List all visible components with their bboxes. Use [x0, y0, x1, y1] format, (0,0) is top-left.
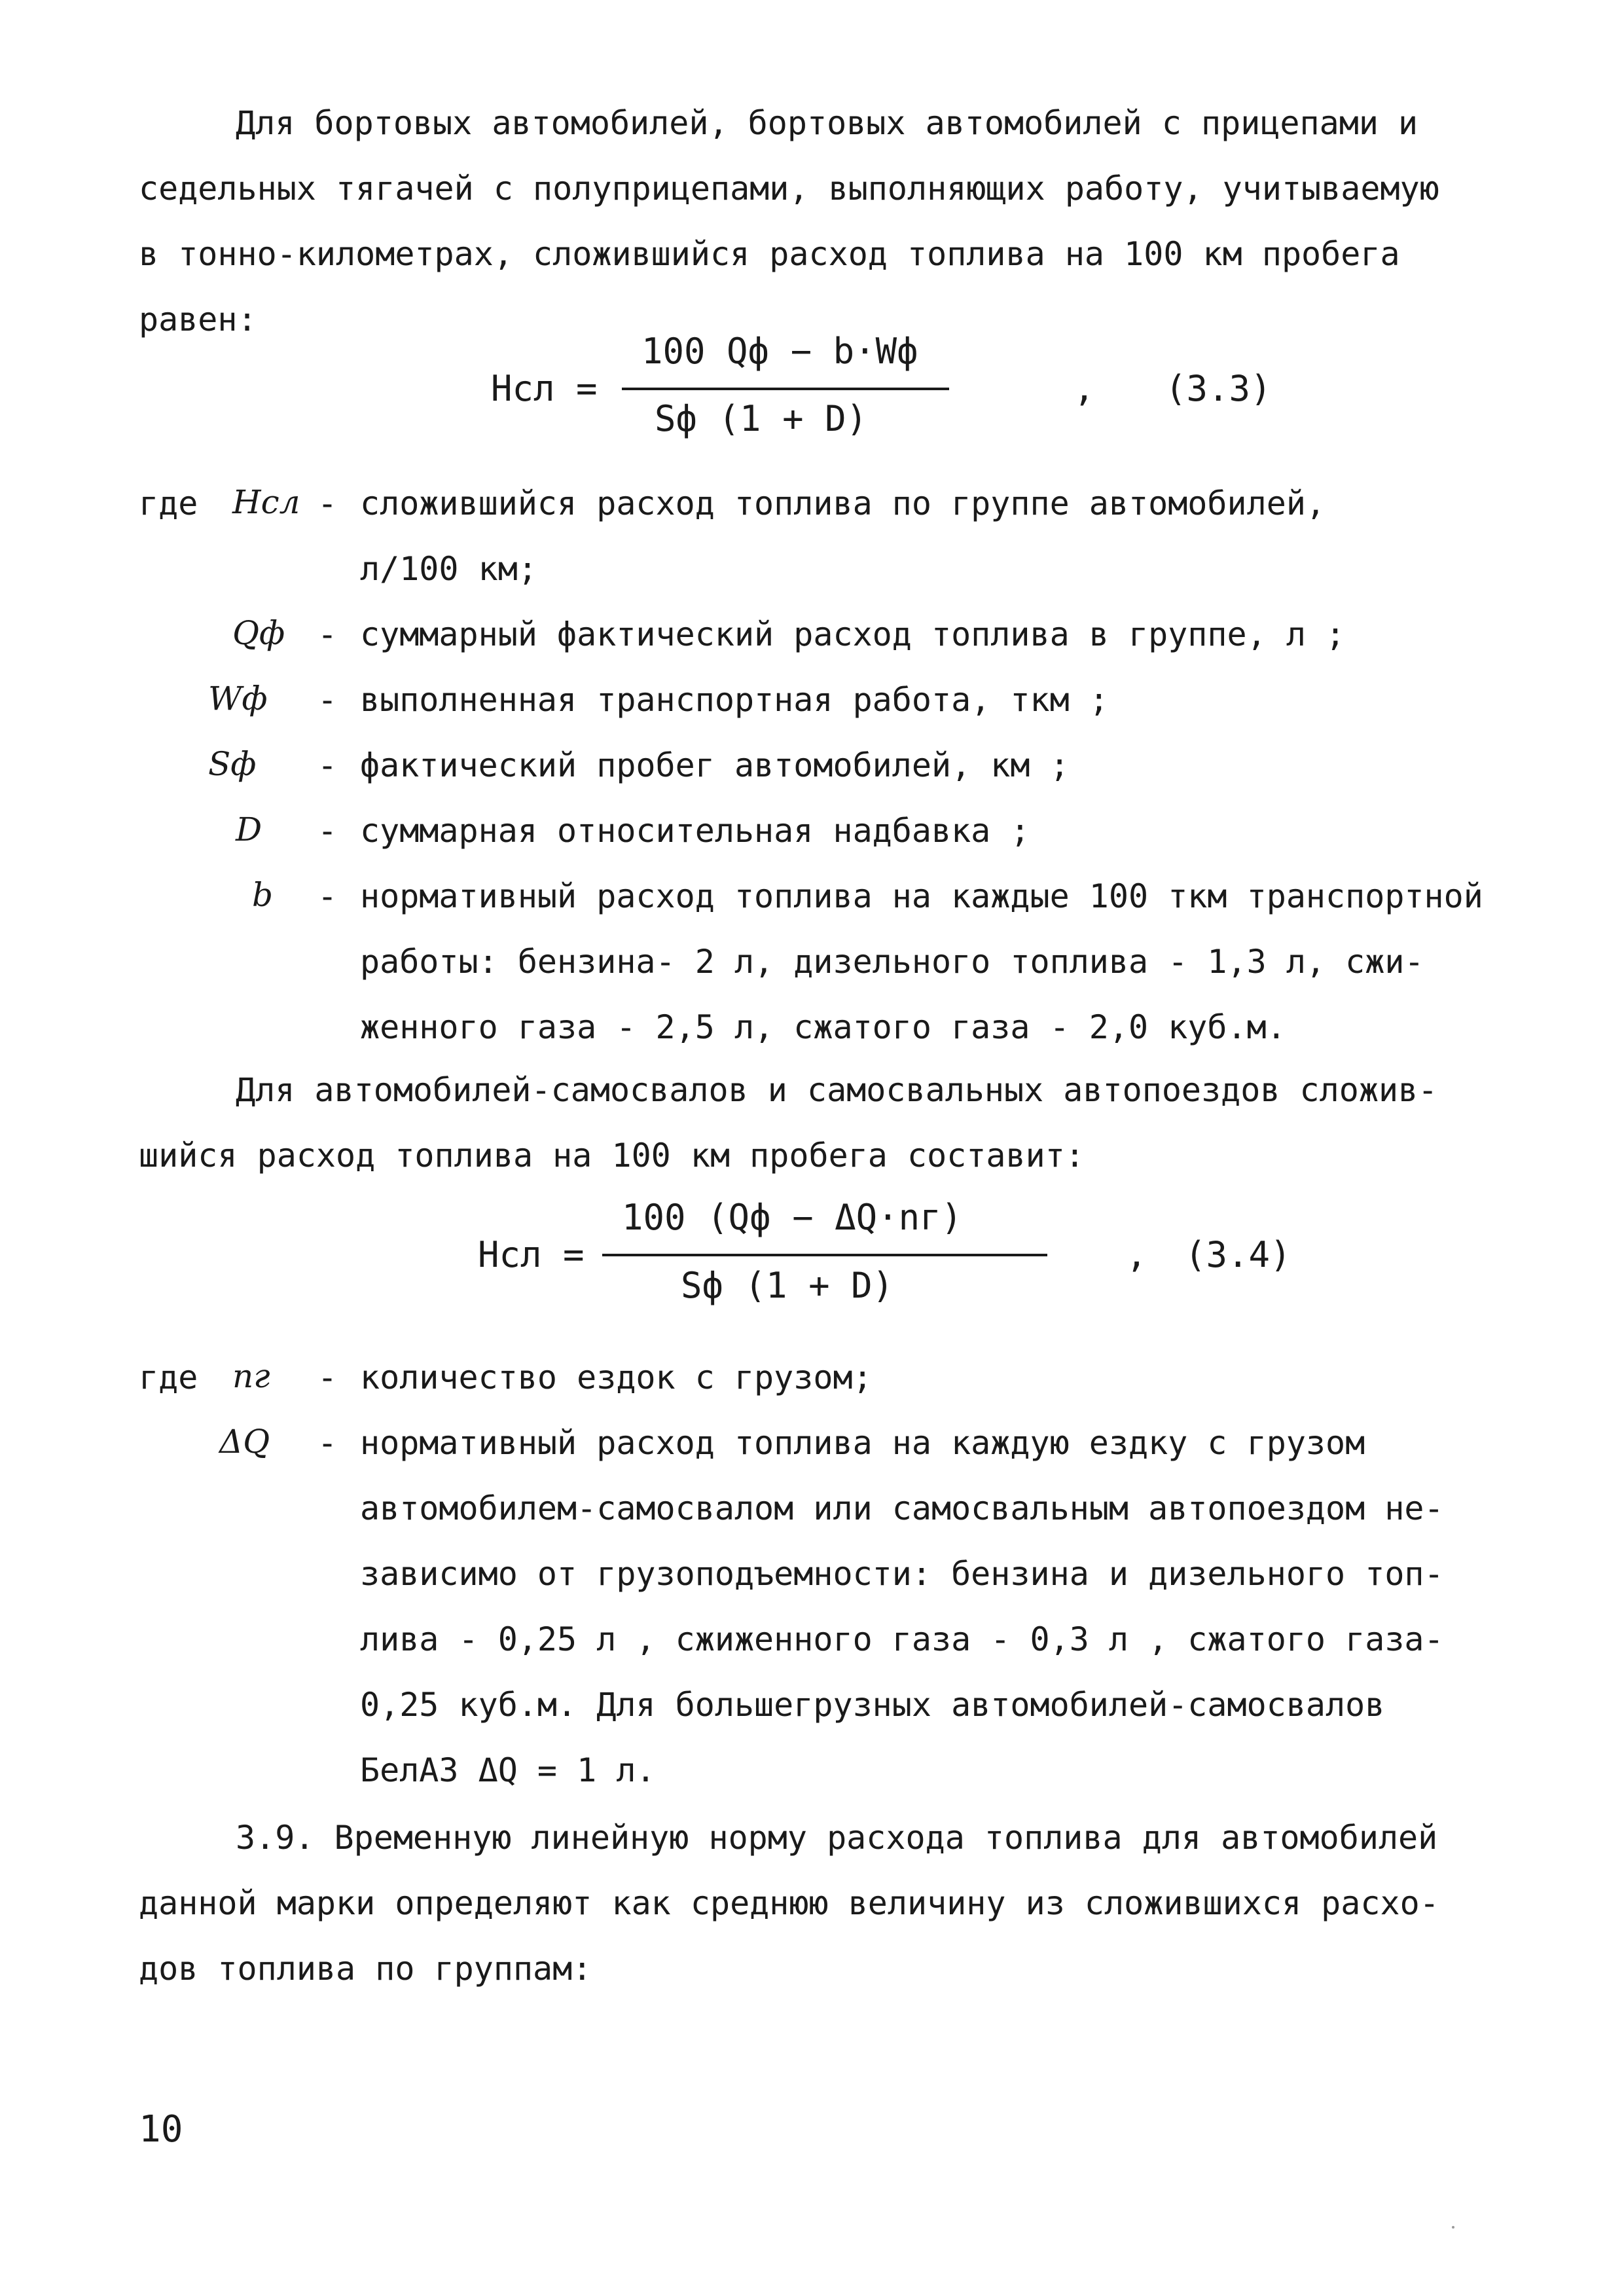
para1-line-1: Для бортовых автомобилей, бортовых автомобилей с прицепами и — [236, 104, 1418, 142]
where2-symbol-0: nг — [232, 1357, 270, 1395]
para1-line-4: равен: — [139, 301, 257, 338]
formula-3-4-numerator: 100 (Qф − ΔQ·nг) — [622, 1197, 963, 1238]
where2-cont-1-1: зависимо от грузоподъемности: бензина и дизельного топ- — [360, 1555, 1444, 1593]
where1-cont-5-0: работы: бензина- 2 л, дизельного топлива - 1,3 л, сжи- — [360, 943, 1424, 981]
where1-symbol-0: Нсл — [232, 483, 300, 521]
where1-dash-0: - — [317, 484, 338, 522]
formula-3-3-numerator: 100 Qф − b·Wф — [641, 331, 918, 372]
formula-3-4-denominator: Sф (1 + D) — [681, 1265, 894, 1306]
where1-dash-1: - — [317, 615, 338, 653]
para2-line-1: Для автомобилей-самосвалов и самосвальных автопоездов сложив- — [236, 1071, 1438, 1109]
where1-symbol-2: Wф — [208, 680, 268, 718]
para1-line-2: седельных тягачей с полуприцепами, выполняющих работу, учитываемую — [139, 170, 1439, 208]
formula-3-3-fraction-bar — [622, 388, 949, 390]
where2-text-1: нормативный расход топлива на каждую ездку с грузом — [360, 1424, 1365, 1462]
where1-dash-3: - — [317, 746, 338, 784]
where1-text-0: сложившийся расход топлива по группе автомобилей, — [360, 484, 1326, 522]
where1-text-4: суммарная относительная надбавка ; — [360, 812, 1030, 850]
para3-line-1: 3.9. Временную линейную норму расхода топлива для автомобилей — [236, 1819, 1438, 1857]
para2-line-2: шийся расход топлива на 100 км пробега составит: — [139, 1137, 1085, 1175]
para3-line-3: дов топлива по группам: — [139, 1950, 592, 1988]
scan-speck — [1452, 2226, 1454, 2229]
where1-cont-5-1: женного газа - 2,5 л, сжатого газа - 2,0 куб.м. — [360, 1008, 1286, 1046]
where1-cont-0-0: л/100 км; — [360, 550, 537, 588]
where2-dash-1: - — [317, 1424, 338, 1462]
where1-text-3: фактический пробег автомобилей, км ; — [360, 746, 1070, 784]
where2-text-0: количество ездок с грузом; — [360, 1358, 873, 1396]
formula-3-4-number: (3.4) — [1185, 1234, 1291, 1275]
formula-3-4-separator: , — [1126, 1234, 1147, 1275]
where1-dash-5: - — [317, 877, 338, 915]
where1-text-2: выполненная транспортная работа, ткм ; — [360, 681, 1109, 719]
where1-symbol-1: Qф — [232, 614, 285, 652]
page-number: 10 — [139, 2108, 183, 2151]
where2-symbol-1: ΔQ — [219, 1423, 270, 1461]
where1-dash-2: - — [317, 681, 338, 719]
where1-symbol-4: D — [236, 811, 262, 848]
para1-line-3: в тонно-километрах, сложившийся расход топлива на 100 км пробега — [139, 235, 1400, 273]
formula-3-4-fraction-bar — [602, 1254, 1047, 1256]
formula-3-3-lhs: Нсл = — [491, 368, 598, 409]
formula-3-3-denominator: Sф (1 + D) — [655, 398, 868, 439]
where1-symbol-3: Sф — [208, 745, 257, 783]
para3-line-2: данной марки определяют как среднюю величину из сложившихся расхо- — [139, 1884, 1439, 1922]
where2-cont-1-4: БелАЗ ΔQ = 1 л. — [360, 1751, 656, 1789]
formula-3-3-separator: , — [1074, 368, 1095, 409]
formula-3-4-lhs: Нсл = — [478, 1234, 585, 1275]
where1-dash-4: - — [317, 812, 338, 850]
where1-text-5: нормативный расход топлива на каждые 100 ткм транспортной — [360, 877, 1483, 915]
where2-cont-1-0: автомобилем-самосвалом или самосвальным автопоездом не- — [360, 1489, 1444, 1527]
where2-dash-0: - — [317, 1358, 338, 1396]
where-label-1: где — [139, 484, 198, 522]
where2-cont-1-3: 0,25 куб.м. Для большегрузных автомобилей-самосвалов — [360, 1686, 1385, 1724]
where1-symbol-5: b — [252, 876, 274, 914]
where-label-2: где — [139, 1358, 198, 1396]
formula-3-3-number: (3.3) — [1165, 368, 1272, 409]
where2-cont-1-2: лива - 0,25 л , сжиженного газа - 0,3 л , сжатого газа- — [360, 1620, 1444, 1658]
where1-text-1: суммарный фактический расход топлива в группе, л ; — [360, 615, 1346, 653]
